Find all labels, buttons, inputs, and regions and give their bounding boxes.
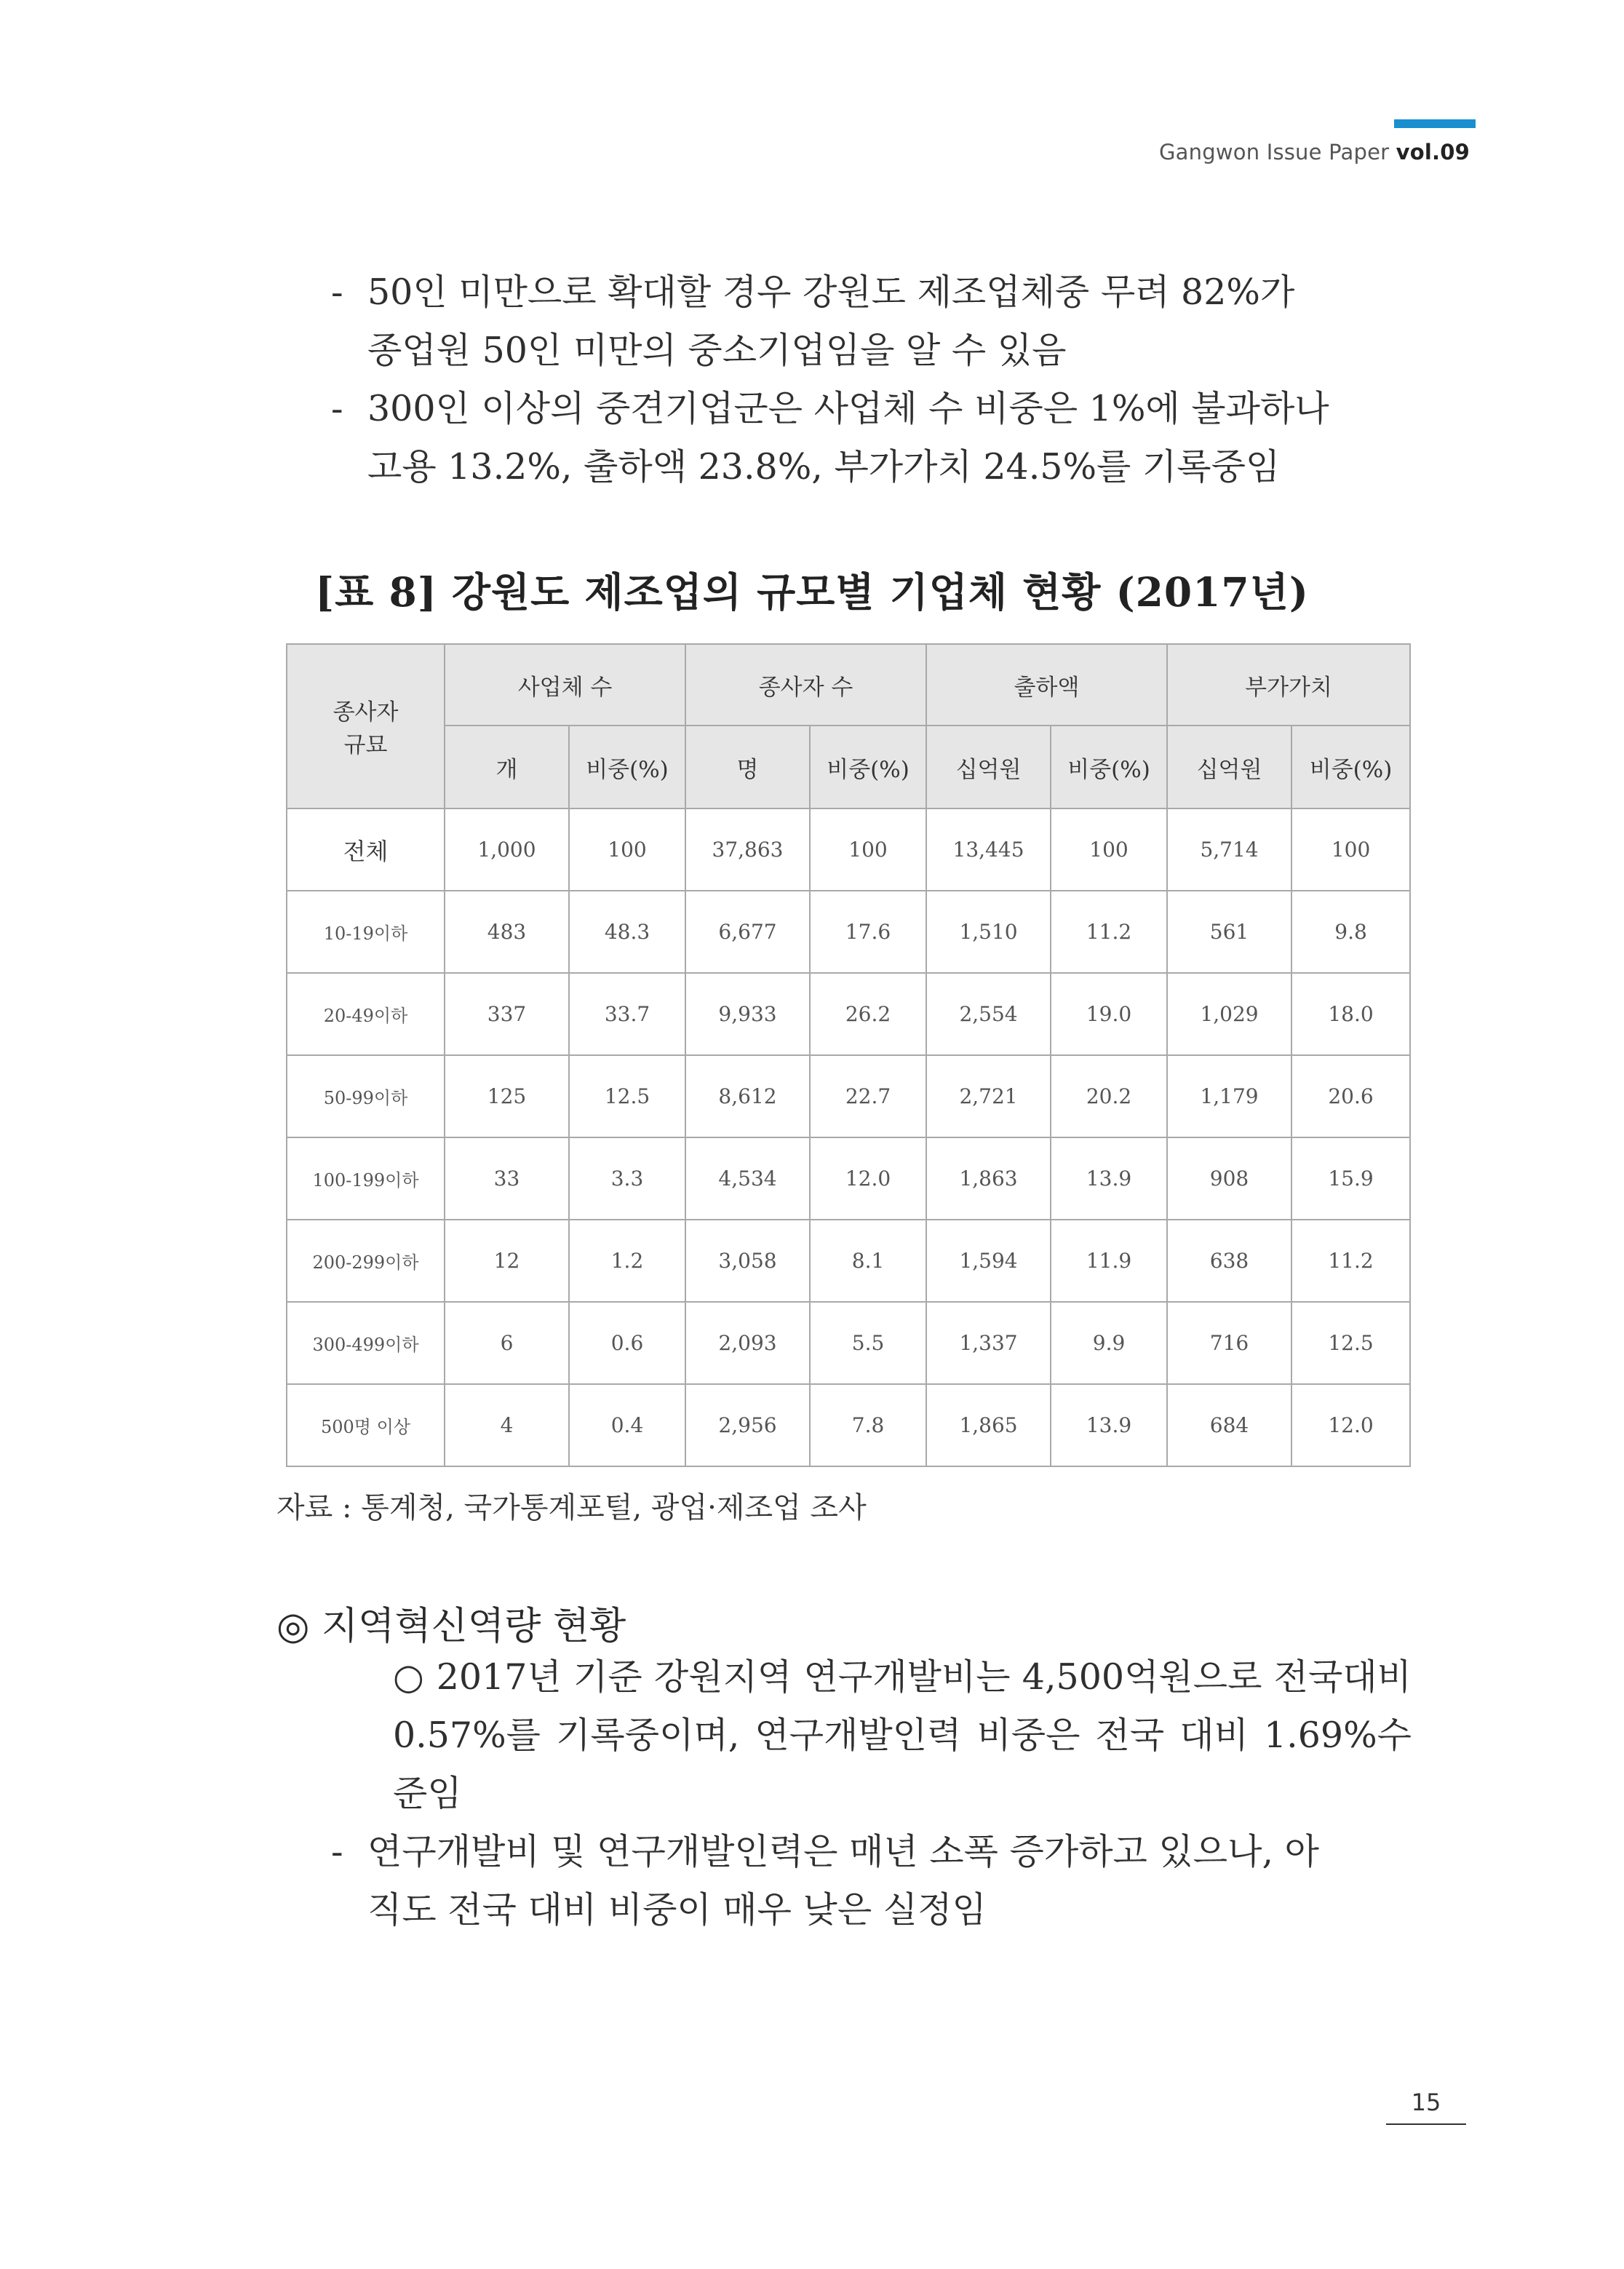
row-label: 300-499이하 [287,1302,445,1384]
table-cell: 9.8 [1291,891,1410,973]
table-cell: 7.8 [810,1384,926,1466]
bullet-dash: - [331,1831,343,1872]
table-cell: 2,956 [685,1384,810,1466]
intro-bullet-2 [331,380,1329,496]
table-cell: 12.0 [1291,1384,1410,1466]
table-cell: 0.4 [569,1384,685,1466]
bullet-dash: - [331,388,343,429]
table-cell: 4 [445,1384,569,1466]
table-body [287,808,1410,1466]
row-label: 50-99이하 [287,1055,445,1137]
table-cell: 9.9 [1051,1302,1167,1384]
table-row [287,808,1410,891]
table-cell: 1,594 [926,1220,1051,1302]
table-cell: 1,865 [926,1384,1051,1466]
table-row [287,1055,1410,1137]
table-cell: 11.9 [1051,1220,1167,1302]
table-cell: 561 [1167,891,1291,973]
table-cell: 100 [1051,808,1167,891]
table-cell: 638 [1167,1220,1291,1302]
subheader: 비중(%) [1291,726,1410,808]
group-header: 종사자 수 [685,644,926,726]
manufacturing-size-table [286,643,1411,1467]
intro-bullet-1 [331,263,1295,380]
table-row [287,1220,1410,1302]
table-cell: 0.6 [569,1302,685,1384]
series-title [1159,140,1470,164]
table-cell: 13.9 [1051,1384,1167,1466]
table-cell: 20.2 [1051,1055,1167,1137]
table-cell: 6 [445,1302,569,1384]
table-cell: 13.9 [1051,1137,1167,1220]
table-cell: 48.3 [569,891,685,973]
section-bullet [331,1823,1319,1939]
table-cell: 11.2 [1291,1220,1410,1302]
subheader: 비중(%) [1051,726,1167,808]
intro-bullet-2-line-2: 고용 13.2%, 출하액 23.8%, 부가가치 24.5%를 기록중임 [367,446,1281,488]
subheader: 십억원 [926,726,1051,808]
table-cell: 100 [569,808,685,891]
table-cell: 1,337 [926,1302,1051,1384]
subheader: 비중(%) [569,726,685,808]
table-cell: 100 [810,808,926,891]
table-cell: 908 [1167,1137,1291,1220]
table-cell: 1,179 [1167,1055,1291,1137]
table-cell: 2,093 [685,1302,810,1384]
row-label: 20-49이하 [287,973,445,1055]
intro-bullet-1-line-1: 50인 미만으로 확대할 경우 강원도 제조업체중 무려 82%가 [367,271,1295,313]
table-cell: 5.5 [810,1302,926,1384]
table-cell: 716 [1167,1302,1291,1384]
subheader: 비중(%) [810,726,926,808]
table-cell: 8,612 [685,1055,810,1137]
group-header: 부가가치 [1167,644,1410,726]
table-cell: 3.3 [569,1137,685,1220]
corner-label-1: 종사자 [333,699,399,726]
table-row [287,1302,1410,1384]
table-cell: 5,714 [1167,808,1291,891]
intro-bullet-1-line-2: 종업원 50인 미만의 중소기업임을 알 수 있음 [367,330,1067,371]
section-circle-paragraph: ○ 2017년 기준 강원지역 연구개발비는 4,500억원으로 전국대비 0.57%를 기록중이며, 연구개발인력 비중은 전국 대비 1.69%수준임 [393,1656,1412,1814]
series-volume: vol.09 [1396,140,1470,164]
table-cell: 483 [445,891,569,973]
table-cell: 1,863 [926,1137,1051,1220]
table-cell: 6,677 [685,891,810,973]
table-row [287,973,1410,1055]
table-cell: 337 [445,973,569,1055]
row-label: 200-299이하 [287,1220,445,1302]
bullet-dash: - [331,271,343,313]
table-cell: 37,863 [685,808,810,891]
table-subheader-row [287,726,1410,808]
group-header: 출하액 [926,644,1167,726]
table-source: 자료 : 통계청, 국가통계포털, 광업·제조업 조사 [276,1491,867,1525]
table-cell: 17.6 [810,891,926,973]
table-cell: 12 [445,1220,569,1302]
table-cell: 11.2 [1051,891,1167,973]
table-row [287,891,1410,973]
table-cell: 12.5 [569,1055,685,1137]
table-cell: 1.2 [569,1220,685,1302]
table-cell: 4,534 [685,1137,810,1220]
table-row [287,1137,1410,1220]
table-cell: 1,510 [926,891,1051,973]
page-number: 15 [1411,2089,1441,2116]
table-cell: 12.5 [1291,1302,1410,1384]
subheader: 명 [685,726,810,808]
table-cell: 8.1 [810,1220,926,1302]
row-label: 10-19이하 [287,891,445,973]
table-row [287,1384,1410,1466]
table-cell: 19.0 [1051,973,1167,1055]
table-cell: 1,000 [445,808,569,891]
header-accent-bar [1394,119,1476,128]
table-cell: 684 [1167,1384,1291,1466]
table-cell: 9,933 [685,973,810,1055]
row-label: 500명 이상 [287,1384,445,1466]
table-cell: 15.9 [1291,1137,1410,1220]
table-cell: 33.7 [569,973,685,1055]
table-cell: 2,554 [926,973,1051,1055]
table-cell: 33 [445,1137,569,1220]
row-label: 전체 [287,808,445,891]
table-cell: 3,058 [685,1220,810,1302]
table-header-row [287,644,1410,726]
table-cell: 100 [1291,808,1410,891]
table-cell: 12.0 [810,1137,926,1220]
table-cell: 13,445 [926,808,1051,891]
subheader: 십억원 [1167,726,1291,808]
page-number-rule [1386,2123,1466,2125]
subheader: 개 [445,726,569,808]
table-cell: 1,029 [1167,973,1291,1055]
group-header: 사업체 수 [445,644,685,726]
table-cell: 26.2 [810,973,926,1055]
table-cell: 125 [445,1055,569,1137]
section-heading: ◎ 지역혁신역량 현황 [276,1605,626,1648]
row-label: 100-199이하 [287,1137,445,1220]
series-name: Gangwon Issue Paper [1159,140,1396,164]
table-cell: 18.0 [1291,973,1410,1055]
table-cell: 20.6 [1291,1055,1410,1137]
table-cell: 22.7 [810,1055,926,1137]
corner-header [287,644,445,808]
section-bullet-line-1: 연구개발비 및 연구개발인력은 매년 소폭 증가하고 있으나, 아 [367,1831,1319,1872]
table-title: [표 8] 강원도 제조업의 규모별 기업체 현황 (2017년) [315,568,1309,616]
section-bullet-line-2: 직도 전국 대비 비중이 매우 낮은 실정임 [367,1889,987,1931]
intro-bullet-2-line-1: 300인 이상의 중견기업군은 사업체 수 비중은 1%에 불과하나 [367,388,1329,429]
corner-label-2: 규묘 [343,732,388,758]
table-cell: 2,721 [926,1055,1051,1137]
